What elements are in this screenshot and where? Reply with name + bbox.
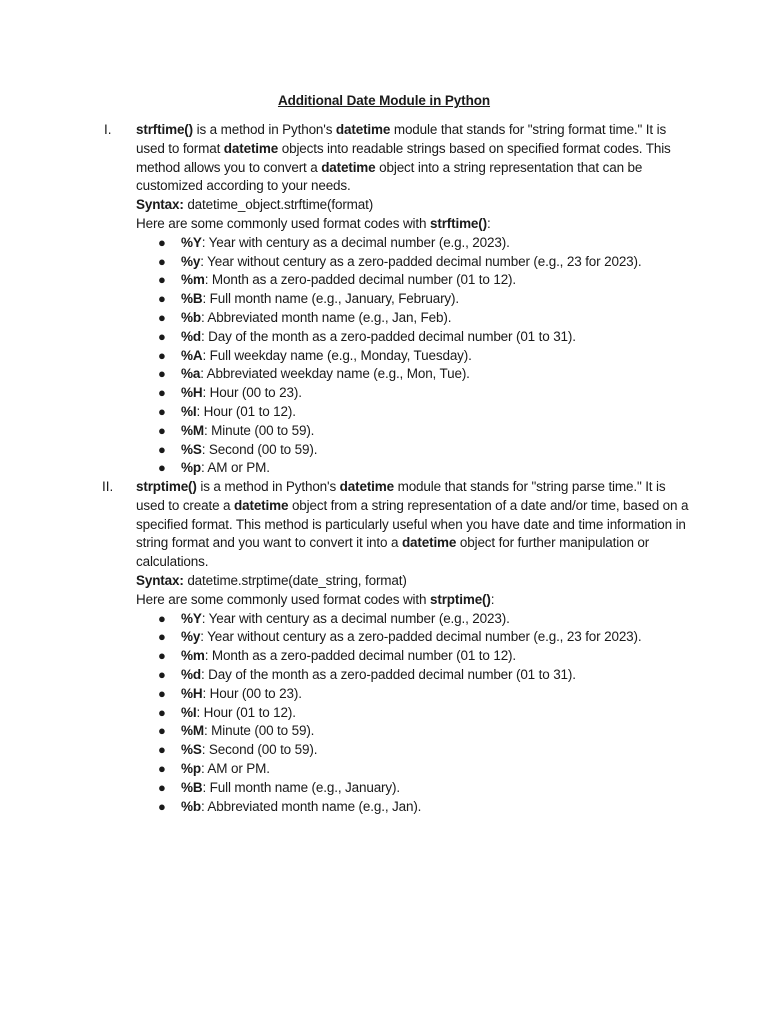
format-code-description: : Year with century as a decimal number (e.g., 2023). [201, 610, 510, 626]
format-code-item [136, 441, 692, 460]
codes-intro [136, 215, 692, 234]
format-code-description: : Hour (01 to 12). [196, 704, 296, 720]
format-code: %d [181, 666, 201, 682]
format-code-description: : Hour (01 to 12). [196, 403, 296, 419]
format-code: %m [181, 272, 205, 288]
format-code-item [136, 704, 692, 723]
method-name: strptime() [136, 479, 197, 494]
format-code: %y [181, 253, 201, 269]
section-content [136, 478, 692, 816]
format-code: %d [181, 328, 201, 344]
format-code: %b [181, 798, 201, 814]
format-code-item [136, 309, 692, 328]
desc-text: is a method in Python's [196, 479, 340, 494]
format-code: %B [181, 779, 203, 795]
format-code-description: : Second (00 to 59). [201, 742, 318, 758]
format-code-item [136, 628, 692, 647]
format-code-item [136, 347, 692, 366]
bullet-icon: ● [158, 723, 166, 739]
format-code-item [136, 459, 692, 478]
desc-text: objects into readable strings based on specified format codes. This method allows you to convert a [136, 140, 671, 175]
format-code: %p [181, 460, 201, 476]
syntax-code: datetime.strptime(date_string, format) [183, 572, 407, 588]
format-code-item [136, 779, 692, 798]
format-code: %S [181, 441, 202, 457]
module-name: datetime [335, 122, 391, 137]
format-code-description: : Minute (00 to 59). [203, 723, 315, 739]
format-code-description: : AM or PM. [200, 760, 270, 776]
format-code-item [136, 234, 692, 253]
bullet-icon: ● [158, 422, 166, 438]
section-numeral: I. [104, 122, 112, 137]
syntax-code: datetime_object.strftime(format) [183, 197, 374, 213]
format-code: %A [181, 347, 203, 363]
format-code-list [136, 234, 692, 478]
format-code-description: : Abbreviated month name (e.g., Jan, Feb). [200, 309, 452, 325]
format-code-description: : Full month name (e.g., January). [202, 779, 400, 795]
bullet-icon: ● [158, 629, 166, 645]
intro-text: Here are some commonly used format codes with [136, 591, 430, 607]
intro-end: : [487, 215, 491, 231]
format-code-list [136, 610, 692, 817]
format-code: %I [181, 704, 197, 720]
format-code-item [136, 403, 692, 422]
bullet-icon: ● [158, 666, 166, 682]
format-code-item [136, 384, 692, 403]
bullet-icon: ● [158, 704, 166, 720]
page-title: Additional Date Module in Python [277, 93, 491, 108]
intro-method: strftime() [429, 215, 487, 231]
format-code-description: : Month as a zero-padded decimal number (01 to 12). [204, 648, 516, 664]
bullet-icon: ● [158, 441, 166, 457]
bullet-icon: ● [158, 798, 166, 814]
bullet-icon: ● [158, 253, 166, 269]
module-name: datetime [223, 140, 279, 156]
bullet-icon: ● [158, 385, 166, 401]
format-code-item [136, 722, 692, 741]
format-code-item [136, 760, 692, 779]
format-code: %y [181, 629, 201, 645]
bullet-icon: ● [158, 685, 166, 701]
format-code-item [136, 253, 692, 272]
format-code: %I [181, 403, 197, 419]
format-code-description: : Full month name (e.g., January, February). [202, 291, 459, 307]
module-name: datetime [321, 159, 376, 175]
format-code-item [136, 741, 692, 760]
format-code-description: : Abbreviated weekday name (e.g., Mon, Tue). [200, 366, 470, 382]
format-code-description: : Month as a zero-padded decimal number (01 to 12). [204, 272, 516, 288]
bullet-icon: ● [158, 760, 166, 776]
format-code-item [136, 328, 692, 347]
bullet-icon: ● [158, 779, 166, 795]
intro-method: strptime() [429, 591, 491, 607]
bullet-icon: ● [158, 460, 166, 476]
format-code: %B [181, 291, 203, 307]
bullet-icon: ● [158, 742, 166, 758]
bullet-icon: ● [158, 610, 166, 626]
format-code-item [136, 685, 692, 704]
format-code-description: : Full weekday name (e.g., Monday, Tuesday). [202, 347, 472, 363]
format-code-item [136, 290, 692, 309]
format-code: %S [181, 742, 202, 758]
desc-text: module that stands for "string format time." It is used to format [136, 122, 667, 156]
codes-intro [136, 591, 692, 610]
intro-text: Here are some commonly used format codes with [136, 215, 430, 231]
format-code-item [136, 271, 692, 290]
format-code-item [136, 365, 692, 384]
format-code: %Y [181, 610, 202, 626]
format-code-item [136, 610, 692, 629]
bullet-icon: ● [158, 291, 166, 307]
module-name: datetime [234, 497, 289, 513]
bullet-icon: ● [158, 366, 166, 382]
format-code: %H [181, 385, 203, 401]
format-code: %M [181, 422, 204, 438]
bullet-icon: ● [158, 272, 166, 288]
format-code: %Y [181, 234, 202, 250]
format-code: %m [181, 648, 205, 664]
format-code-item [136, 422, 692, 441]
section-description [136, 478, 692, 572]
format-code: %H [181, 685, 203, 701]
bullet-icon: ● [158, 309, 166, 325]
format-code-description: : Hour (00 to 23). [202, 685, 302, 701]
section-content [136, 121, 692, 478]
format-code-description: : Abbreviated month name (e.g., Jan). [200, 798, 422, 814]
format-code-item [136, 647, 692, 666]
format-code-item [136, 798, 692, 817]
intro-end: : [490, 591, 495, 607]
format-code: %p [181, 760, 201, 776]
format-code: %b [181, 309, 201, 325]
format-code-description: : Hour (00 to 23). [202, 385, 302, 401]
format-code: %a [181, 366, 201, 382]
module-name: datetime [401, 535, 457, 551]
bullet-icon: ● [158, 403, 166, 419]
desc-text: object into a string representation that can be customized according to your needs. [136, 159, 643, 194]
format-code-description: : Year without century as a zero-padded decimal number (e.g., 23 for 2023). [200, 629, 642, 645]
section-numeral: II. [102, 479, 114, 494]
desc-text: module that stands for "string parse time." It is used to create a [136, 479, 666, 513]
module-name: datetime [339, 479, 394, 494]
format-code-description: : Year with century as a decimal number (e.g., 2023). [201, 234, 510, 250]
bullet-icon: ● [158, 347, 166, 363]
format-code: %M [181, 723, 204, 739]
format-code-item [136, 666, 692, 685]
desc-text: object for further manipulation or calculations. [136, 535, 650, 570]
bullet-icon: ● [158, 234, 166, 250]
bullet-icon: ● [158, 328, 166, 344]
format-code-description: : Second (00 to 59). [201, 441, 318, 457]
method-name: strftime() [136, 122, 194, 137]
format-code-description: : Year without century as a zero-padded decimal number (e.g., 23 for 2023). [200, 253, 642, 269]
section-description [136, 121, 692, 196]
syntax-line [136, 196, 692, 215]
format-code-description: : Day of the month as a zero-padded decimal number (01 to 31). [200, 328, 576, 344]
desc-text: object from a string representation of a date and/or time, based on a specified format. This method is particularly useful when you have date and time information in string format and you want to convert it into a [136, 497, 689, 551]
format-code-description: : Minute (00 to 59). [203, 422, 315, 438]
desc-text: is a method in Python's [193, 122, 336, 137]
syntax-label: Syntax: [136, 572, 184, 588]
syntax-label: Syntax: [136, 197, 184, 213]
syntax-line [136, 572, 692, 591]
format-code-description: : Day of the month as a zero-padded decimal number (01 to 31). [200, 666, 576, 682]
format-code-description: : AM or PM. [200, 460, 270, 476]
bullet-icon: ● [158, 648, 166, 664]
